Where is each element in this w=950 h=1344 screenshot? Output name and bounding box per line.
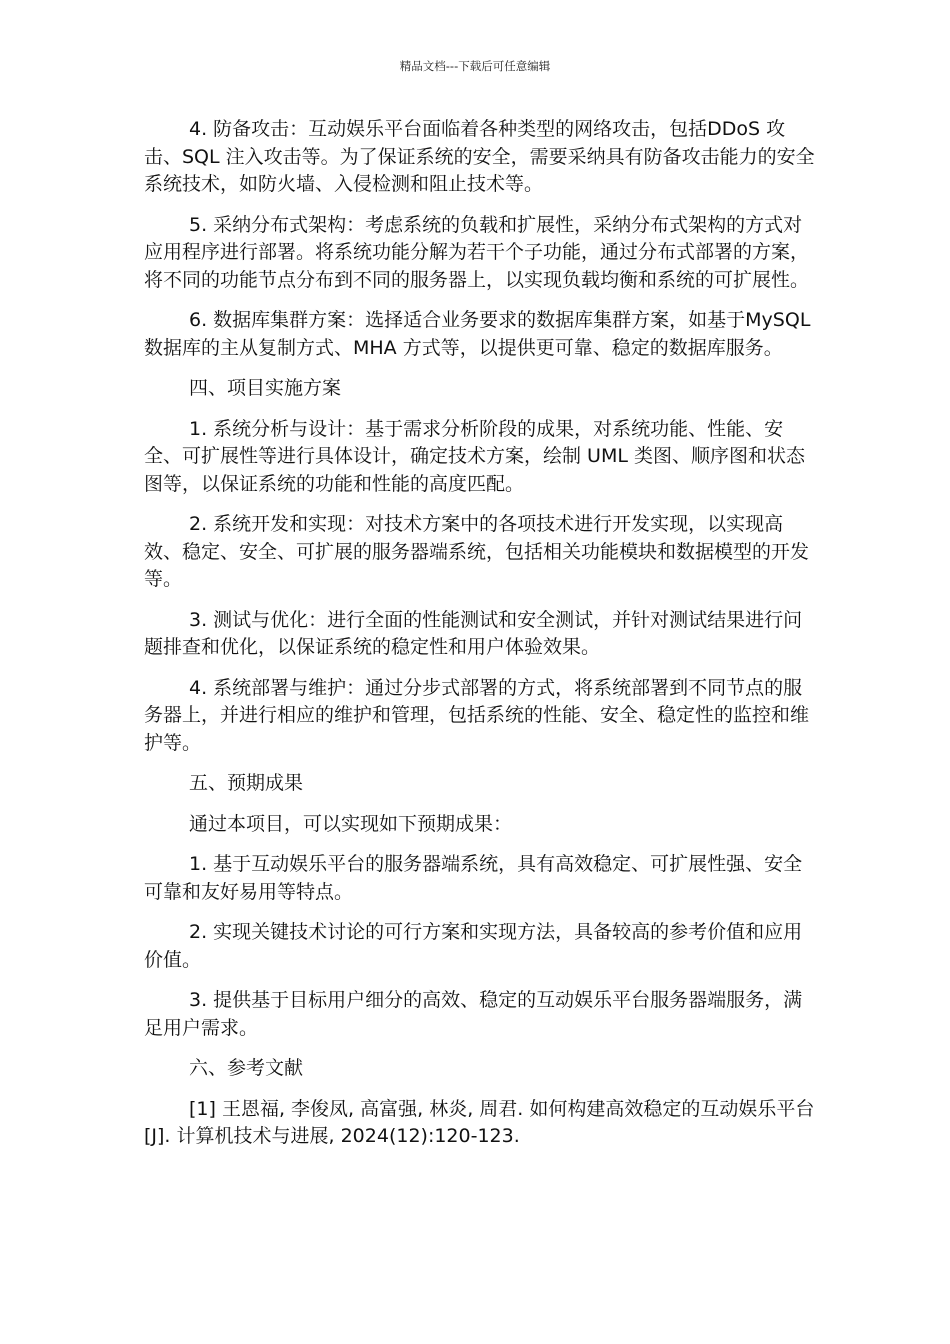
paragraph-result-3: 3. 提供基于目标用户细分的高效、稳定的互动娱乐平台服务器端服务，满足用户需求。 [144,989,803,1039]
paragraph-development: 2. 系统开发和实现：对技术方案中的各项技术进行开发实现，以实现高效、稳定、安全、可扩展的服务器端系统，包括相关功能模块和数据模型的开发等。 [144,513,810,590]
paragraph-results-intro: 通过本项目，可以实现如下预期成果： [189,812,513,835]
paragraph-database-cluster: 6. 数据库集群方案：选择适合业务要求的数据库集群方案，如基于MySQL 数据库的主从复制方式、MHA 方式等，以提供更可靠、稳定的数据库服务。 [144,309,811,359]
section-heading-expected-results: 五、预期成果 [189,772,304,794]
section-heading-references: 六、参考文献 [189,1057,304,1079]
document-body [144,116,816,1164]
paragraph-result-2: 2. 实现关键技术讨论的可行方案和实现方法，具备较高的参考价值和应用价值。 [144,921,803,971]
reference-item-1: [1] 王恩福, 李俊凤, 高富强, 林炎, 周君. 如何构建高效稳定的互动娱乐平台[J]. 计算机技术与进展, 2024(12):120-123. [144,1097,815,1147]
page-header: 精品文档---下载后可任意编辑 [399,59,551,73]
paragraph-result-1: 1. 基于互动娱乐平台的服务器端系统，具有高效稳定、可扩展性强、安全可靠和友好易用等特点。 [144,853,803,903]
paragraph-defense-attack: 4. 防备攻击：互动娱乐平台面临着各种类型的网络攻击，包括DDoS 攻击、SQL 注入攻击等。为了保证系统的安全，需要采纳具有防备攻击能力的安全系统技术，如防火墙、入侵检测和阻止技术等。 [144,118,815,195]
paragraph-deployment: 4. 系统部署与维护：通过分步式部署的方式，将系统部署到不同节点的服务器上，并进行相应的维护和管理，包括系统的性能、安全、稳定性的监控和维护等。 [144,676,810,754]
paragraph-analysis-design: 1. 系统分析与设计：基于需求分析阶段的成果，对系统功能、性能、安全、可扩展性等进行具体设计，确定技术方案，绘制 UML 类图、顺序图和状态图等，以保证系统的功能和性能的高度匹配。 [144,417,805,495]
paragraph-distributed-architecture: 5. 采纳分布式架构：考虑系统的负载和扩展性，采纳分布式架构的方式对应用程序进行部署。将系统功能分解为若干个子功能，通过分布式部署的方案，将不同的功能节点分布到不同的服务器上，以实现负载均衡和系统的可扩展性。 [144,213,810,291]
paragraph-testing: 3. 测试与优化：进行全面的性能测试和安全测试，并针对测试结果进行问题排查和优化，以保证系统的稳定性和用户体验效果。 [144,608,803,658]
section-heading-implementation: 四、项目实施方案 [189,377,342,399]
